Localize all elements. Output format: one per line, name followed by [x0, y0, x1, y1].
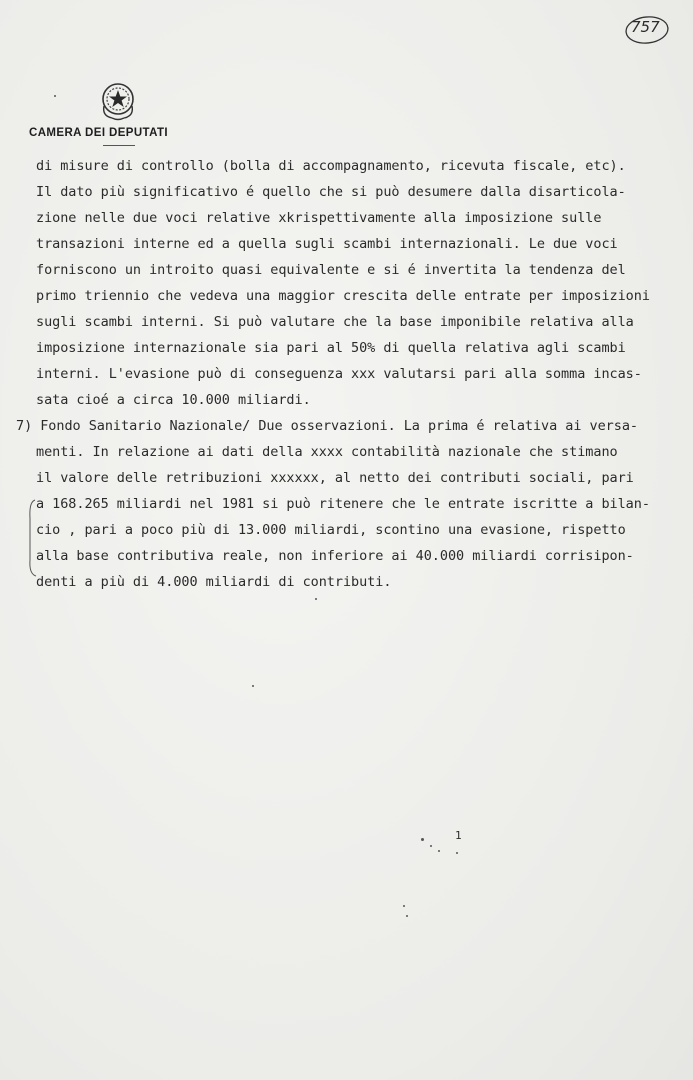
speck	[430, 845, 432, 847]
body-line: forniscono un introito quasi equivalente e si é invertita la tendenza del	[36, 262, 626, 278]
body-line: denti a più di 4.000 miliardi di contributi.	[36, 574, 392, 590]
body-line: primo triennio che vedeva una maggior crescita delle entrate per imposizioni	[36, 288, 650, 304]
body-line: alla base contributiva reale, non inferiore ai 40.000 miliardi corrisipon-	[36, 548, 634, 564]
speck	[252, 685, 254, 687]
italian-republic-emblem-icon	[98, 80, 138, 122]
body-line: imposizione internazionale sia pari al 50% di quella relativa agli scambi	[36, 340, 626, 356]
body-line: di misure di controllo (bolla di accompagnamento, ricevuta fiscale, etc).	[36, 158, 626, 174]
body-line: Il dato più significativo é quello che si può desumere dalla disarticola-	[36, 184, 626, 200]
body-line: cio , pari a poco più di 13.000 miliardi, scontino una evasione, rispetto	[36, 522, 626, 538]
body-line: a 168.265 miliardi nel 1981 si può ritenere che le entrate iscritte a bilan-	[36, 496, 650, 512]
speck	[456, 852, 458, 854]
stray-mark: 1	[455, 829, 462, 842]
header-divider	[103, 145, 135, 146]
margin-bracket-mark	[27, 498, 37, 578]
body-line: zione nelle due voci relative xkrispettivamente alla imposizione sulle	[36, 210, 602, 226]
speck	[421, 838, 424, 841]
speck	[403, 905, 405, 907]
speck	[315, 598, 317, 600]
body-line: sata cioé a circa 10.000 miliardi.	[36, 392, 311, 408]
page-number: 757	[631, 18, 660, 36]
speck	[406, 915, 408, 917]
speck	[438, 850, 440, 852]
body-line: interni. L'evasione può di conseguenza xxx valutarsi pari alla somma incas-	[36, 366, 642, 382]
body-line: il valore delle retribuzioni xxxxxx, al netto dei contributi sociali, pari	[36, 470, 634, 486]
body-line: menti. In relazione ai dati della xxxx contabilità nazionale che stimano	[36, 444, 618, 460]
institution-title: CAMERA DEI DEPUTATI	[29, 127, 168, 139]
body-line: sugli scambi interni. Si può valutare che la base imponibile relativa alla	[36, 314, 634, 330]
speck	[54, 95, 56, 97]
body-line: transazioni interne ed a quella sugli scambi internazionali. Le due voci	[36, 236, 618, 252]
section-7-heading-line: 7) Fondo Sanitario Nazionale/ Due osservazioni. La prima é relativa ai versa-	[16, 418, 638, 434]
